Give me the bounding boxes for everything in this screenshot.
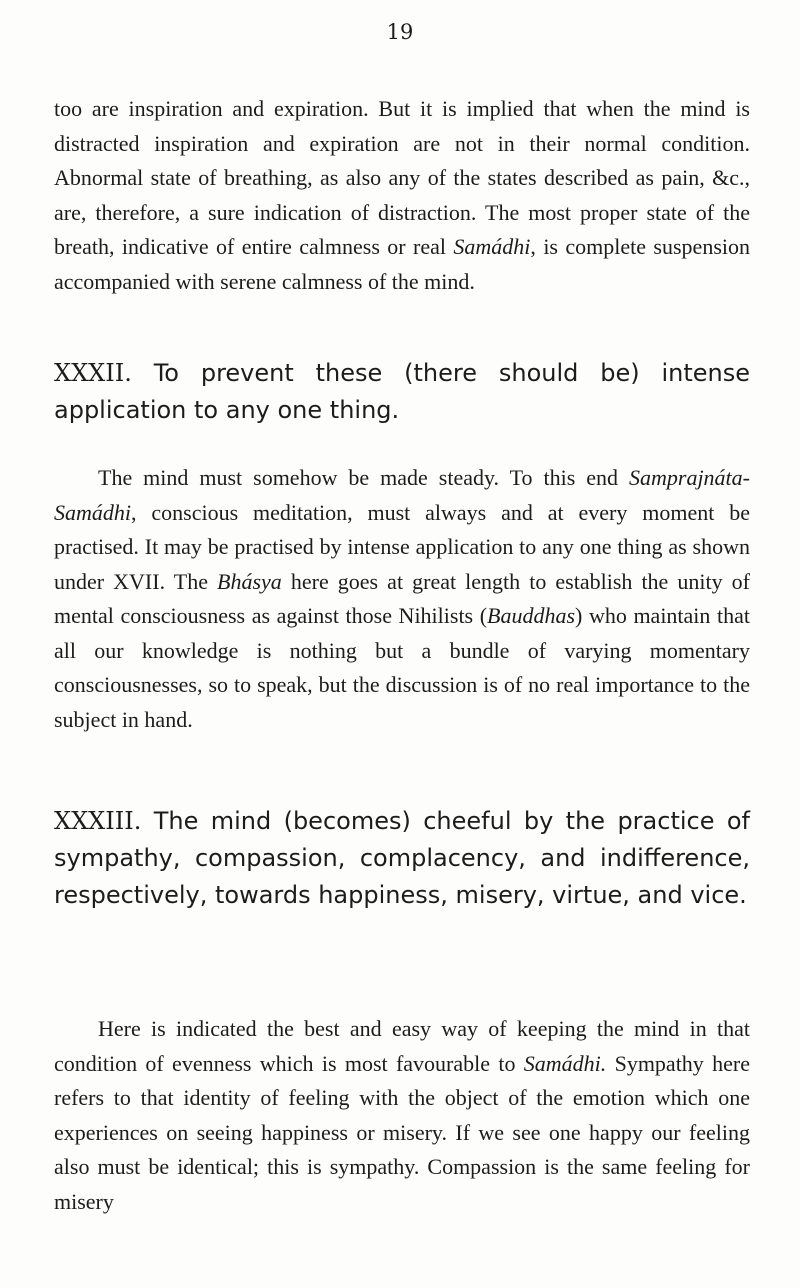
paragraph-text: here goes at great length to establish the unity of mental consciousness as against those Nihilists (: [54, 568, 751, 628]
paragraph-steady-mind: [54, 461, 750, 737]
italic-term: Samádhi.: [523, 1050, 607, 1076]
aphorism-number: XXXII.: [54, 359, 132, 387]
paragraph-text: ) who maintain that all our knowledge is nothing but a bundle of varying momentary consciousnesses, so to speak, but the discussion is of no real importance to the subject in hand.: [54, 603, 750, 732]
paragraph-text: , conscious meditation, must always and at every moment be practised. It may be practised by intense application to any one thing as shown under XVII. The: [54, 499, 750, 594]
aphorism-number: XXXIII.: [54, 807, 142, 835]
paragraph-text: Here is indicated the best and easy way of keeping the mind in that condition of evenness which is most favourable to: [54, 1016, 750, 1076]
aphorism-heading-33: [54, 803, 750, 914]
italic-term: Bauddhas: [487, 603, 576, 628]
paragraph-evenness: [54, 1012, 750, 1219]
aphorism-heading-32: [54, 355, 750, 429]
paragraph-text: too are inspiration and expiration. But it is implied that when the mind is distracted inspiration and expiration are not in their normal condition. Abnormal state of breathing, as also any of the states described as pain, &c., are, therefore, a sure indication of distraction. The most proper state of the breath, indicative of entire calmness or real: [54, 96, 750, 259]
italic-term: Samádhi: [453, 234, 531, 259]
paragraph-text: , is complete suspension accompanied with serene calmness of the mind.: [54, 234, 750, 294]
paragraph-breath: [54, 92, 750, 299]
page-number: 19: [386, 20, 414, 44]
italic-term: Bhásya: [217, 568, 282, 594]
italic-term: Samprajnáta-Samádhi: [54, 465, 750, 525]
aphorism-text: The mind (becomes) cheeful by the practice of sympathy, compassion, complacency, and indifference, respectively, towards happiness, misery, virtue, and vice.: [54, 807, 750, 909]
aphorism-text: To prevent these (there should be) intense application to any one thing.: [54, 359, 750, 424]
paragraph-text: The mind must somehow be made steady. To this end: [98, 465, 629, 490]
paragraph-text: Sympathy here refers to that identity of feeling with the object of the emotion which one experiences on seeing happiness or misery. If we see one happy our feeling also must be identical; this is sympathy. Compassion is the same feeling for misery: [54, 1050, 750, 1214]
